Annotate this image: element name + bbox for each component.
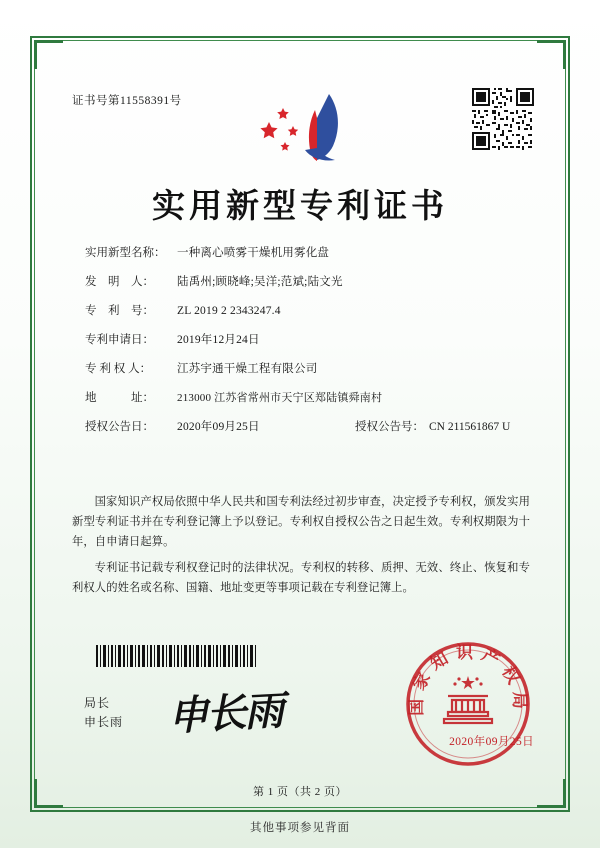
field-label: 专 利 号： — [85, 305, 154, 317]
field-value: ZL 2019 2 2343247.4 — [177, 305, 281, 317]
corner-ornament-top-right — [537, 40, 566, 69]
field-value: 一种离心喷雾干燥机用雾化盘 — [177, 247, 330, 259]
patent-office-logo-icon — [255, 88, 351, 162]
signature-role: 局长 — [84, 696, 111, 710]
field-value: 2019年12月24日 — [177, 334, 260, 346]
signature-label-block — [84, 694, 123, 732]
field-label: 专利申请日： — [85, 334, 154, 346]
field-label: 发 明 人： — [85, 276, 154, 288]
field-row-inventors — [85, 277, 515, 289]
field-label: 专 利 权 人： — [85, 363, 152, 375]
field-row-grant-announcement — [85, 422, 515, 434]
handwritten-signature: 申长雨 — [167, 687, 284, 740]
field-label: 实用新型名称： — [85, 247, 166, 259]
corner-ornament-top-left — [34, 40, 63, 69]
legal-paragraph-2: 专利证书记载专利权登记时的法律状况。专利权的转移、质押、无效、终止、恢复和专利权人的姓名或名称、国籍、地址变更等事项记载在专利登记簿上。 — [72, 562, 530, 594]
seal-date: 2020年09月25日 — [449, 736, 534, 748]
field-row-utility-model-name — [85, 248, 515, 260]
page-title: 实用新型专利证书 — [152, 186, 448, 225]
field-value-grant-date: 2020年09月25日 — [177, 421, 260, 433]
legal-text-block — [72, 492, 530, 604]
field-row-patent-number — [85, 306, 515, 318]
field-list — [85, 248, 515, 451]
field-label: 地 址： — [85, 392, 154, 404]
legal-paragraph-1: 国家知识产权局依照中华人民共和国专利法经过初步审查，决定授予专利权，颁发实用新型专利证书并在专利登记簿上予以登记。专利权自授权公告之日起生效。专利权期限为十年，自申请日起算。 — [72, 496, 530, 548]
field-row-application-date — [85, 335, 515, 347]
field-value-grant-number: CN 211561867 U — [429, 421, 511, 433]
qr-code-icon — [472, 88, 534, 150]
footer-note: 其他事项参见背面 — [250, 822, 350, 834]
page-number: 第 1 页（共 2 页） — [253, 786, 347, 798]
field-value: 陆禹州;顾晓峰;吴洋;范斌;陆文光 — [177, 276, 343, 288]
field-row-patentee — [85, 364, 515, 376]
barcode-icon — [96, 645, 256, 667]
field-value: 江苏宇通干燥工程有限公司 — [177, 363, 318, 375]
field-value: 213000 江苏省常州市天宁区郑陆镇舜南村 — [177, 392, 383, 404]
signature-name: 申长雨 — [84, 715, 124, 729]
field-label-grant-date: 授权公告日： — [85, 421, 154, 433]
field-row-address — [85, 393, 515, 405]
field-label-grant-number: 授权公告号： — [355, 421, 424, 433]
certificate-number: 证书号第11558391号 — [72, 95, 182, 107]
svg-text:国家知识产权局: 国家知识产权局 — [406, 643, 530, 716]
